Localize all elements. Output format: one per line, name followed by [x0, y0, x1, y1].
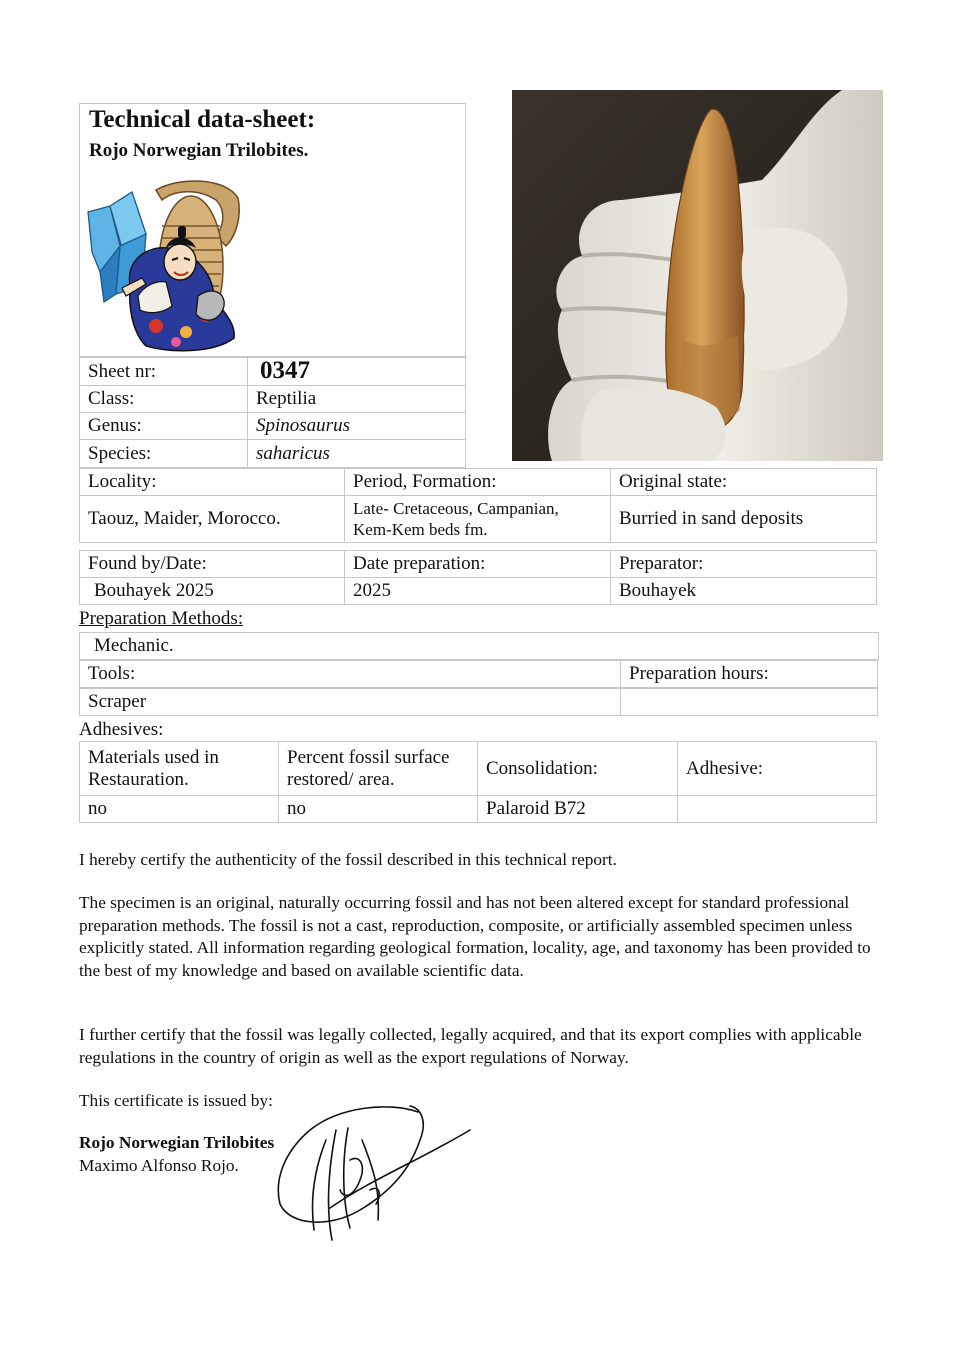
state-value: Burried in sand deposits — [610, 495, 877, 543]
hours-value — [620, 688, 878, 716]
sheet-nr-label: Sheet nr: — [79, 357, 248, 386]
issued-by: This certificate is issued by: — [79, 1091, 273, 1110]
species-value: saharicus — [247, 439, 466, 468]
certify-paragraph-1: I hereby certify the authenticity of the fossil described in this technical report. — [79, 850, 617, 869]
consolidation-value: Palaroid B72 — [477, 795, 678, 823]
materials-label-line-2: Restauration. — [88, 768, 189, 790]
percent-label-line-2: restored/ area. — [287, 768, 395, 790]
date-value: 2025 — [344, 577, 611, 605]
consolidation-label: Consolidation: — [477, 741, 678, 796]
state-label: Original state: — [610, 468, 877, 496]
tools-label: Tools: — [79, 660, 621, 688]
hours-label: Preparation hours: — [620, 660, 878, 688]
species-label: Species: — [79, 439, 248, 468]
issuer-company: Rojo Norwegian Trilobites — [79, 1133, 275, 1152]
preparation-methods-heading: Preparation Methods: — [79, 608, 244, 629]
genus-value: Spinosaurus — [247, 412, 466, 440]
page-title: Technical data-sheet: — [89, 106, 316, 133]
preparator-label: Preparator: — [610, 550, 877, 578]
certify-paragraph-3: I further certify that the fossil was legally collected, legally acquired, and that its export complies with applicable regulations in the country of origin as well as the export regulations of Norway. — [79, 1025, 862, 1067]
adhesive-value — [677, 795, 877, 823]
found-label: Found by/Date: — [79, 550, 345, 578]
percent-label-line-1: Percent fossil surface — [287, 746, 450, 768]
class-label: Class: — [79, 385, 248, 413]
company-subtitle: Rojo Norwegian Trilobites. — [89, 140, 309, 161]
period-label: Period, Formation: — [344, 468, 611, 496]
sheet-nr-value: 0347 — [247, 357, 466, 386]
certify-paragraph-2: The specimen is an original, naturally occurring fossil and has not been altered except for standard professional preparation methods. The fossil is not a cast, reproduction, composite, or artificially assembled specimen unless explicitly stated. All information regarding geological formation, locality, age, and taxonomy has been provided to the best of my knowledge and based on available scientific data. — [79, 893, 871, 980]
handwritten-signature — [270, 1100, 480, 1250]
adhesives-heading: Adhesives: — [79, 719, 164, 740]
materials-label — [79, 741, 279, 796]
locality-label: Locality: — [79, 468, 345, 496]
class-value: Reptilia — [247, 385, 466, 413]
adhesive-label: Adhesive: — [677, 741, 877, 796]
specimen-photo — [512, 90, 883, 461]
locality-value: Taouz, Maider, Morocco. — [79, 495, 345, 543]
materials-value: no — [79, 795, 279, 823]
materials-label-line-1: Materials used in — [88, 746, 219, 768]
genus-label: Genus: — [79, 412, 248, 440]
date-label: Date preparation: — [344, 550, 611, 578]
percent-value: no — [278, 795, 478, 823]
tools-value: Scraper — [79, 688, 621, 716]
preparator-value: Bouhayek — [610, 577, 877, 605]
methods-value: Mechanic. — [79, 632, 879, 660]
percent-label — [278, 741, 478, 796]
period-value — [344, 495, 611, 543]
issuer-person: Maximo Alfonso Rojo. — [79, 1156, 239, 1175]
period-line-2: Kem-Kem beds fm. — [353, 520, 488, 539]
found-value: Bouhayek 2025 — [79, 577, 345, 605]
period-line-1: Late- Cretaceous, Campanian, — [353, 499, 559, 518]
company-logo — [86, 176, 246, 354]
